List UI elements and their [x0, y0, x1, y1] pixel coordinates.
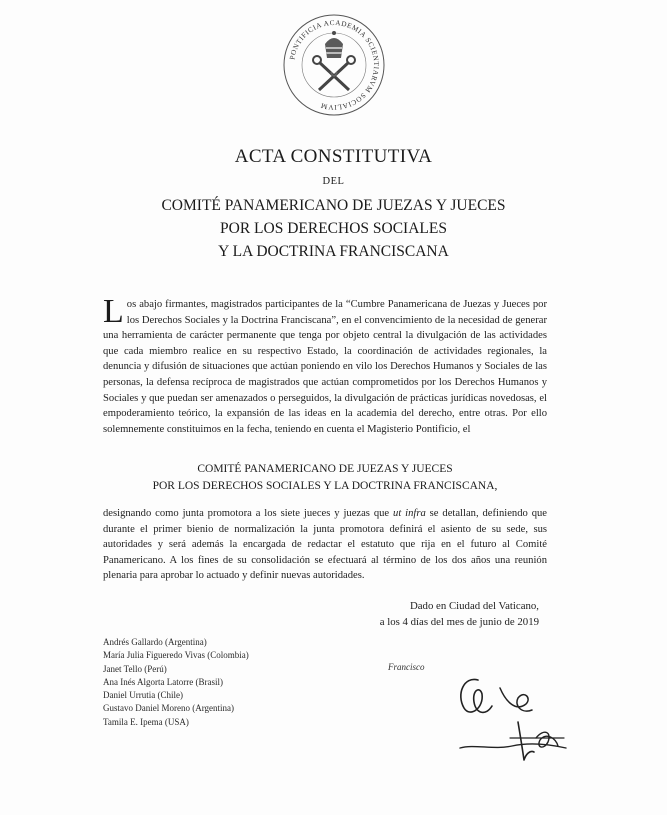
first-paragraph-text: os abajo firmantes, magistrados participantes de la “Cumbre Panamericana de Juezas y Jueces por los Derechos Sociales y la Doctrina Franciscana”, en el convencimiento de la necesidad de generar una herramienta de carácter permanente que tenga por objeto central la divulgación de las actividades que cada miembro realice en su respectivo Estado, la coordinación de actividades regionales, la denuncia y difusión de situaciones que actúan poniendo en vilo los Derechos Humanos y Sociales de las personas, la defensa recíproca de magistrados que actúan comprometidos por los Derechos Humanos y Sociales y que puedan ser amenazados o perseguidos, la divulgación de prácticas jurídicas novedosas, el empoderamiento teórico, la expansión de las ideas en la academia del derecho, entre otras. Por ello solemnemente constituimos en la fecha, teniendo en cuenta el Magisterio Pontificio, el — [103, 299, 547, 435]
signature-scribble-icon — [440, 668, 580, 768]
signatory-name: Daniel Urrutia (Chile) — [103, 690, 183, 701]
papal-seal-icon — [279, 10, 389, 120]
signatory-name: María Julia Figueredo Vivas (Colombia) — [103, 650, 249, 661]
second-paragraph-text-b: se detallan, definiendo que durante el primer bienio de normalización la junta promotora definirá el asiento de su sede, sus autoridades y será además la encargada de redactar el estatuto que rija en el futuro al Comité Panamericano. A los fines de su consolidación se efectuará al término de los dos años una reunión plenaria para aprobar lo actuado y definir nuevas autoridades. — [103, 508, 547, 582]
committee-name-line-1: COMITÉ PANAMERICANO DE JUEZAS Y JUECES — [197, 463, 453, 475]
signatory-list — [103, 636, 323, 729]
signatory-name: Janet Tello (Perú) — [103, 663, 167, 674]
second-paragraph-text-a: designando como junta promotora a los siete jueces y juezas que — [103, 508, 394, 519]
papal-small-signature: Francisco — [388, 662, 425, 672]
signatory-name: Andrés Gallardo (Argentina) — [103, 637, 207, 647]
subtitle-line-3: Y LA DOCTRINA FRANCISCANA — [218, 243, 449, 260]
svg-text:PONTIFICIA ACADEMIA SCIENTIARV: PONTIFICIA ACADEMIA SCIENTIARVM SOCIALIVM — [288, 18, 381, 112]
second-paragraph-italic: ut infra — [393, 508, 426, 519]
closing-place: Dado en Ciudad del Vaticano, — [409, 600, 539, 612]
document-title: ACTA CONSTITUTIVA — [234, 146, 433, 167]
signatory-name: Gustavo Daniel Moreno (Argentina) — [103, 703, 235, 714]
title-connector: DEL — [322, 176, 345, 187]
closing-date: a los 4 días del mes de junio de 2019 — [379, 616, 539, 628]
signatory-name: Ana Inés Algorta Latorre (Brasil) — [103, 676, 223, 687]
committee-name-line-2: POR LOS DERECHOS SOCIALES Y LA DOCTRINA FRANCISCANA, — [152, 480, 498, 492]
academy-seal — [279, 10, 389, 120]
first-paragraph — [103, 293, 547, 437]
handwritten-signature — [440, 668, 580, 768]
signatory-name: Tamila E. Ipema (USA) — [103, 716, 189, 727]
second-paragraph — [103, 506, 547, 584]
drop-cap: L — [103, 293, 124, 330]
subtitle-line-2: POR LOS DERECHOS SOCIALES — [220, 220, 447, 237]
subtitle-line-1: COMITÉ PANAMERICANO DE JUEZAS Y JUECES — [161, 197, 506, 214]
